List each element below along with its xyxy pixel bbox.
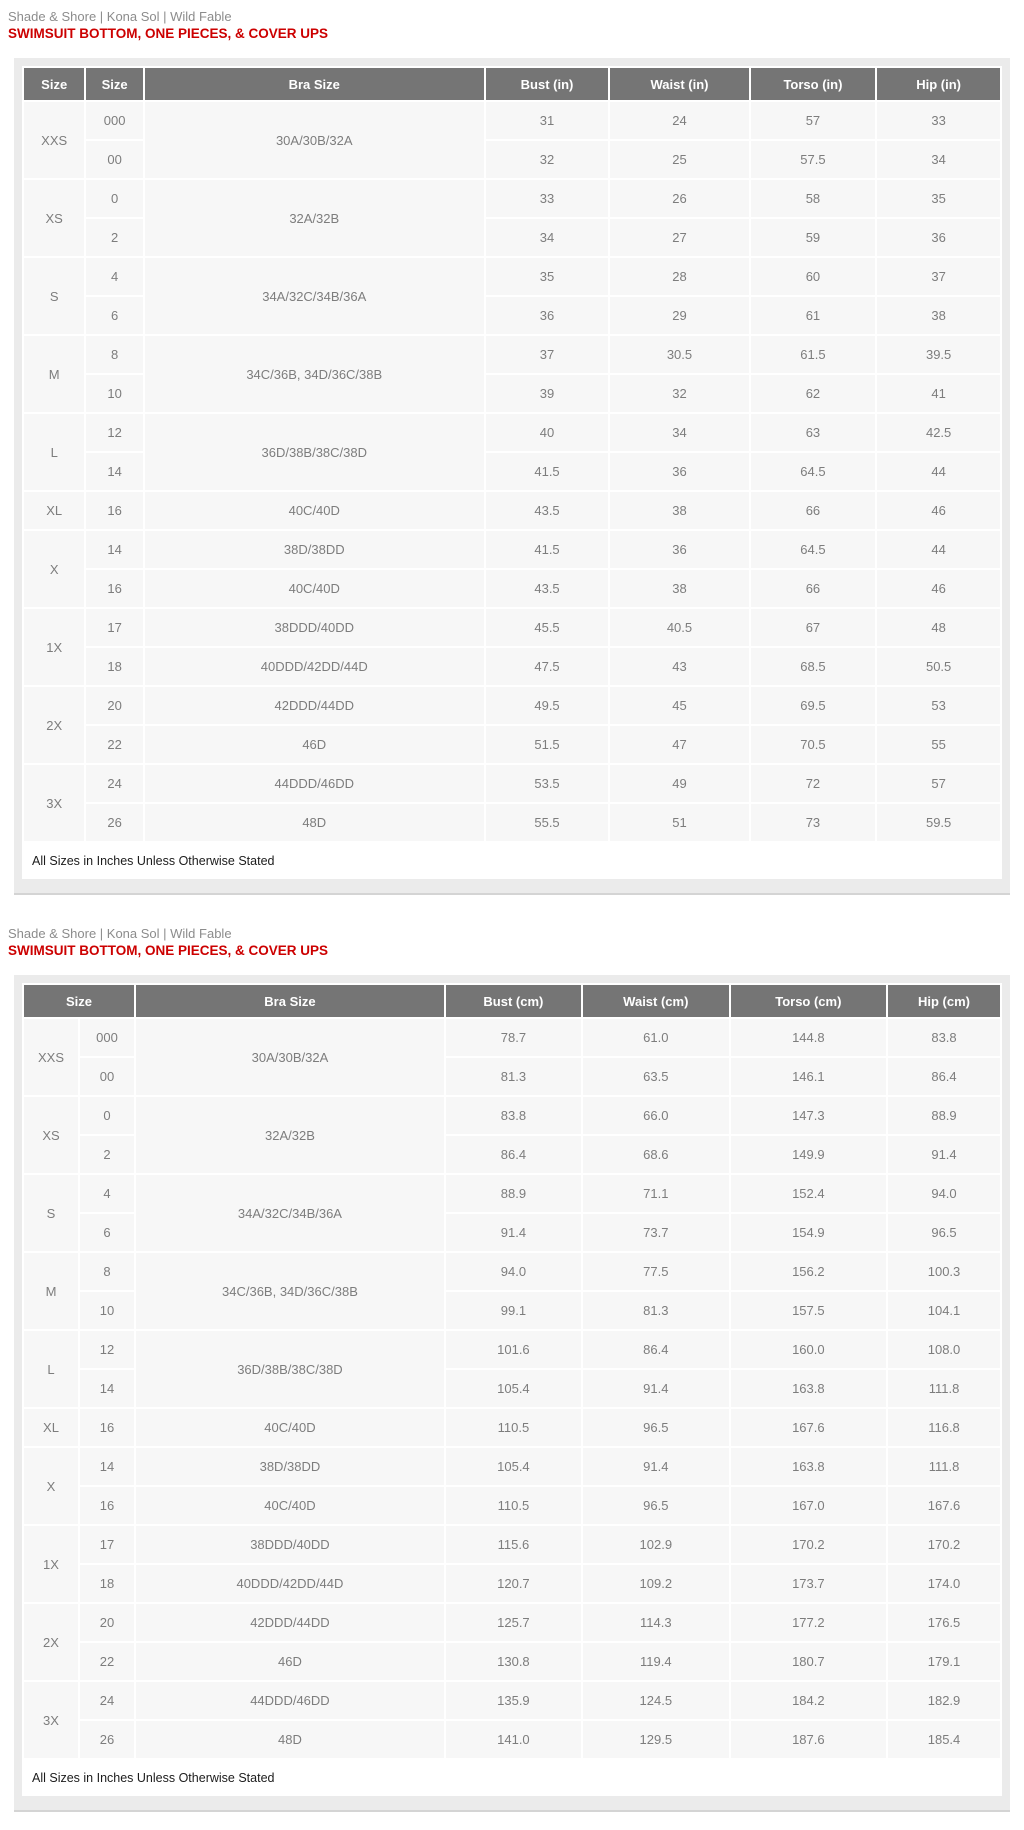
measurement-cell: 40 — [486, 414, 609, 451]
measurement-cell: 33 — [877, 102, 1000, 139]
bra-size-cell: 32A/32B — [136, 1097, 444, 1173]
measurement-cell: 149.9 — [731, 1136, 886, 1173]
numeric-size-cell: 00 — [86, 141, 142, 178]
table-row — [24, 414, 1000, 451]
measurement-cell: 81.3 — [583, 1292, 729, 1329]
size-group-cell: M — [24, 336, 84, 412]
numeric-size-cell: 6 — [86, 297, 142, 334]
measurement-cell: 83.8 — [888, 1019, 1000, 1056]
bra-size-cell: 42DDD/44DD — [136, 1604, 444, 1641]
measurement-cell: 108.0 — [888, 1331, 1000, 1368]
measurement-cell: 46 — [877, 570, 1000, 607]
column-header: Bra Size — [145, 68, 484, 100]
table-row — [24, 1448, 1000, 1485]
measurement-cell: 96.5 — [888, 1214, 1000, 1251]
bra-size-cell: 42DDD/44DD — [145, 687, 484, 724]
measurement-cell: 59.5 — [877, 804, 1000, 841]
page-title: SWIMSUIT BOTTOM, ONE PIECES, & COVER UPS — [8, 25, 329, 41]
numeric-size-cell: 12 — [86, 414, 142, 451]
section-header — [8, 10, 1024, 42]
bra-size-cell: 46D — [136, 1643, 444, 1680]
size-group-cell: S — [24, 1175, 78, 1251]
measurement-cell: 50.5 — [877, 648, 1000, 685]
measurement-cell: 25 — [610, 141, 748, 178]
numeric-size-cell: 26 — [86, 804, 142, 841]
header-row — [24, 985, 1000, 1017]
measurement-cell: 33 — [486, 180, 609, 217]
measurement-cell: 44 — [877, 531, 1000, 568]
size-group-cell: 2X — [24, 1604, 78, 1680]
column-header: Size — [24, 985, 134, 1017]
measurement-cell: 36 — [610, 531, 748, 568]
table-row — [24, 765, 1000, 802]
column-header: Bra Size — [136, 985, 444, 1017]
measurement-cell: 45.5 — [486, 609, 609, 646]
measurement-cell: 61 — [751, 297, 876, 334]
table-footnote: All Sizes in Inches Unless Otherwise Stated — [22, 1760, 1002, 1796]
measurement-cell: 91.4 — [446, 1214, 581, 1251]
measurement-cell: 100.3 — [888, 1253, 1000, 1290]
measurement-cell: 68.5 — [751, 648, 876, 685]
measurement-cell: 94.0 — [446, 1253, 581, 1290]
section-header — [8, 927, 1024, 959]
size-chart-table-inches — [22, 66, 1002, 843]
measurement-cell: 111.8 — [888, 1448, 1000, 1485]
numeric-size-cell: 17 — [80, 1526, 134, 1563]
measurement-cell: 104.1 — [888, 1292, 1000, 1329]
table-row — [24, 1565, 1000, 1602]
column-header: Torso (cm) — [731, 985, 886, 1017]
bra-size-cell: 40C/40D — [136, 1487, 444, 1524]
table-row — [24, 1253, 1000, 1290]
size-chart-panel — [14, 58, 1010, 895]
numeric-size-cell: 17 — [86, 609, 142, 646]
bra-size-cell: 34C/36B, 34D/36C/38B — [136, 1253, 444, 1329]
bra-size-cell: 36D/38B/38C/38D — [145, 414, 484, 490]
measurement-cell: 120.7 — [446, 1565, 581, 1602]
measurement-cell: 91.4 — [583, 1370, 729, 1407]
measurement-cell: 170.2 — [731, 1526, 886, 1563]
measurement-cell: 69.5 — [751, 687, 876, 724]
table-row — [24, 1019, 1000, 1056]
size-group-cell: L — [24, 1331, 78, 1407]
measurement-cell: 36 — [610, 453, 748, 490]
numeric-size-cell: 00 — [80, 1058, 134, 1095]
numeric-size-cell: 6 — [80, 1214, 134, 1251]
size-chart-panel — [14, 975, 1010, 1812]
measurement-cell: 163.8 — [731, 1370, 886, 1407]
measurement-cell: 182.9 — [888, 1682, 1000, 1719]
measurement-cell: 184.2 — [731, 1682, 886, 1719]
measurement-cell: 34 — [486, 219, 609, 256]
bra-size-cell: 44DDD/46DD — [136, 1682, 444, 1719]
size-group-cell: L — [24, 414, 84, 490]
measurement-cell: 55 — [877, 726, 1000, 763]
column-header: Waist (cm) — [583, 985, 729, 1017]
numeric-size-cell: 4 — [86, 258, 142, 295]
measurement-cell: 66 — [751, 492, 876, 529]
bra-size-cell: 32A/32B — [145, 180, 484, 256]
bra-size-cell: 40DDD/42DD/44D — [136, 1565, 444, 1602]
bra-size-cell: 40C/40D — [136, 1409, 444, 1446]
column-header: Size — [24, 68, 84, 100]
measurement-cell: 160.0 — [731, 1331, 886, 1368]
measurement-cell: 70.5 — [751, 726, 876, 763]
measurement-cell: 58 — [751, 180, 876, 217]
brand-line: Shade & Shore | Kona Sol | Wild Fable — [8, 926, 232, 942]
numeric-size-cell: 8 — [80, 1253, 134, 1290]
numeric-size-cell: 14 — [80, 1370, 134, 1407]
column-header: Waist (in) — [610, 68, 748, 100]
measurement-cell: 32 — [486, 141, 609, 178]
measurement-cell: 116.8 — [888, 1409, 1000, 1446]
size-group-cell: S — [24, 258, 84, 334]
measurement-cell: 73 — [751, 804, 876, 841]
measurement-cell: 180.7 — [731, 1643, 886, 1680]
measurement-cell: 47 — [610, 726, 748, 763]
measurement-cell: 144.8 — [731, 1019, 886, 1056]
bra-size-cell: 38D/38DD — [136, 1448, 444, 1485]
measurement-cell: 32 — [610, 375, 748, 412]
measurement-cell: 43.5 — [486, 570, 609, 607]
measurement-cell: 86.4 — [888, 1058, 1000, 1095]
column-header: Hip (cm) — [888, 985, 1000, 1017]
measurement-cell: 102.9 — [583, 1526, 729, 1563]
page-title: SWIMSUIT BOTTOM, ONE PIECES, & COVER UPS — [8, 943, 329, 959]
measurement-cell: 173.7 — [731, 1565, 886, 1602]
measurement-cell: 35 — [877, 180, 1000, 217]
size-group-cell: 2X — [24, 687, 84, 763]
measurement-cell: 167.6 — [731, 1409, 886, 1446]
numeric-size-cell: 18 — [86, 648, 142, 685]
measurement-cell: 152.4 — [731, 1175, 886, 1212]
measurement-cell: 101.6 — [446, 1331, 581, 1368]
measurement-cell: 185.4 — [888, 1721, 1000, 1758]
measurement-cell: 24 — [610, 102, 748, 139]
measurement-cell: 141.0 — [446, 1721, 581, 1758]
measurement-cell: 61.5 — [751, 336, 876, 373]
page — [0, 10, 1024, 1812]
measurement-cell: 177.2 — [731, 1604, 886, 1641]
measurement-cell: 34 — [610, 414, 748, 451]
size-group-cell: X — [24, 531, 84, 607]
measurement-cell: 57 — [751, 102, 876, 139]
measurement-cell: 38 — [610, 570, 748, 607]
table-row — [24, 609, 1000, 646]
numeric-size-cell: 16 — [86, 570, 142, 607]
size-group-cell: X — [24, 1448, 78, 1524]
measurement-cell: 53 — [877, 687, 1000, 724]
measurement-cell: 57.5 — [751, 141, 876, 178]
measurement-cell: 67 — [751, 609, 876, 646]
bra-size-cell: 30A/30B/32A — [136, 1019, 444, 1095]
measurement-cell: 63.5 — [583, 1058, 729, 1095]
measurement-cell: 111.8 — [888, 1370, 1000, 1407]
bra-size-cell: 48D — [145, 804, 484, 841]
measurement-cell: 55.5 — [486, 804, 609, 841]
measurement-cell: 83.8 — [446, 1097, 581, 1134]
measurement-cell: 66.0 — [583, 1097, 729, 1134]
numeric-size-cell: 14 — [80, 1448, 134, 1485]
numeric-size-cell: 18 — [80, 1565, 134, 1602]
size-group-cell: 1X — [24, 1526, 78, 1602]
measurement-cell: 78.7 — [446, 1019, 581, 1056]
measurement-cell: 46 — [877, 492, 1000, 529]
table-row — [24, 1175, 1000, 1212]
measurement-cell: 179.1 — [888, 1643, 1000, 1680]
measurement-cell: 129.5 — [583, 1721, 729, 1758]
bra-size-cell: 38D/38DD — [145, 531, 484, 568]
table-row — [24, 1682, 1000, 1719]
measurement-cell: 61.0 — [583, 1019, 729, 1056]
measurement-cell: 36 — [877, 219, 1000, 256]
measurement-cell: 64.5 — [751, 453, 876, 490]
measurement-cell: 39.5 — [877, 336, 1000, 373]
bra-size-cell: 40C/40D — [145, 492, 484, 529]
measurement-cell: 81.3 — [446, 1058, 581, 1095]
measurement-cell: 187.6 — [731, 1721, 886, 1758]
measurement-cell: 105.4 — [446, 1448, 581, 1485]
header-row — [24, 68, 1000, 100]
table-row — [24, 1487, 1000, 1524]
size-group-cell: XXS — [24, 102, 84, 178]
table-row — [24, 531, 1000, 568]
bra-size-cell: 34A/32C/34B/36A — [145, 258, 484, 334]
measurement-cell: 49.5 — [486, 687, 609, 724]
numeric-size-cell: 12 — [80, 1331, 134, 1368]
table-row — [24, 1409, 1000, 1446]
numeric-size-cell: 8 — [86, 336, 142, 373]
measurement-cell: 27 — [610, 219, 748, 256]
bra-size-cell: 46D — [145, 726, 484, 763]
measurement-cell: 64.5 — [751, 531, 876, 568]
measurement-cell: 71.1 — [583, 1175, 729, 1212]
numeric-size-cell: 16 — [86, 492, 142, 529]
measurement-cell: 176.5 — [888, 1604, 1000, 1641]
measurement-cell: 99.1 — [446, 1292, 581, 1329]
measurement-cell: 39 — [486, 375, 609, 412]
measurement-cell: 167.0 — [731, 1487, 886, 1524]
table-row — [24, 1604, 1000, 1641]
table-row — [24, 258, 1000, 295]
measurement-cell: 49 — [610, 765, 748, 802]
size-chart-table-cm — [22, 983, 1002, 1760]
measurement-cell: 34 — [877, 141, 1000, 178]
size-chart-section-cm — [0, 927, 1024, 1812]
measurement-cell: 29 — [610, 297, 748, 334]
numeric-size-cell: 14 — [86, 453, 142, 490]
measurement-cell: 110.5 — [446, 1487, 581, 1524]
measurement-cell: 42.5 — [877, 414, 1000, 451]
measurement-cell: 43 — [610, 648, 748, 685]
numeric-size-cell: 2 — [86, 219, 142, 256]
size-group-cell: XXS — [24, 1019, 78, 1095]
measurement-cell: 36 — [486, 297, 609, 334]
measurement-cell: 72 — [751, 765, 876, 802]
numeric-size-cell: 4 — [80, 1175, 134, 1212]
bra-size-cell: 44DDD/46DD — [145, 765, 484, 802]
table-row — [24, 687, 1000, 724]
bra-size-cell: 38DDD/40DD — [136, 1526, 444, 1563]
measurement-cell: 170.2 — [888, 1526, 1000, 1563]
size-group-cell: 3X — [24, 1682, 78, 1758]
measurement-cell: 130.8 — [446, 1643, 581, 1680]
measurement-cell: 62 — [751, 375, 876, 412]
measurement-cell: 66 — [751, 570, 876, 607]
numeric-size-cell: 000 — [86, 102, 142, 139]
measurement-cell: 28 — [610, 258, 748, 295]
measurement-cell: 86.4 — [583, 1331, 729, 1368]
measurement-cell: 167.6 — [888, 1487, 1000, 1524]
table-row — [24, 1643, 1000, 1680]
column-header: Bust (cm) — [446, 985, 581, 1017]
numeric-size-cell: 0 — [86, 180, 142, 217]
bra-size-cell: 36D/38B/38C/38D — [136, 1331, 444, 1407]
measurement-cell: 43.5 — [486, 492, 609, 529]
measurement-cell: 96.5 — [583, 1409, 729, 1446]
measurement-cell: 35 — [486, 258, 609, 295]
measurement-cell: 77.5 — [583, 1253, 729, 1290]
numeric-size-cell: 22 — [86, 726, 142, 763]
measurement-cell: 30.5 — [610, 336, 748, 373]
measurement-cell: 38 — [610, 492, 748, 529]
brand-line: Shade & Shore | Kona Sol | Wild Fable — [8, 9, 232, 24]
measurement-cell: 154.9 — [731, 1214, 886, 1251]
measurement-cell: 41 — [877, 375, 1000, 412]
measurement-cell: 57 — [877, 765, 1000, 802]
table-row — [24, 1331, 1000, 1368]
bra-size-cell: 34A/32C/34B/36A — [136, 1175, 444, 1251]
measurement-cell: 37 — [877, 258, 1000, 295]
table-row — [24, 648, 1000, 685]
measurement-cell: 63 — [751, 414, 876, 451]
bra-size-cell: 30A/30B/32A — [145, 102, 484, 178]
measurement-cell: 96.5 — [583, 1487, 729, 1524]
numeric-size-cell: 20 — [80, 1604, 134, 1641]
measurement-cell: 88.9 — [446, 1175, 581, 1212]
measurement-cell: 135.9 — [446, 1682, 581, 1719]
measurement-cell: 41.5 — [486, 531, 609, 568]
measurement-cell: 68.6 — [583, 1136, 729, 1173]
measurement-cell: 37 — [486, 336, 609, 373]
numeric-size-cell: 2 — [80, 1136, 134, 1173]
size-group-cell: M — [24, 1253, 78, 1329]
table-row — [24, 102, 1000, 139]
measurement-cell: 51.5 — [486, 726, 609, 763]
numeric-size-cell: 26 — [80, 1721, 134, 1758]
measurement-cell: 110.5 — [446, 1409, 581, 1446]
size-group-cell: 1X — [24, 609, 84, 685]
measurement-cell: 88.9 — [888, 1097, 1000, 1134]
measurement-cell: 41.5 — [486, 453, 609, 490]
numeric-size-cell: 14 — [86, 531, 142, 568]
measurement-cell: 26 — [610, 180, 748, 217]
measurement-cell: 146.1 — [731, 1058, 886, 1095]
table-row — [24, 804, 1000, 841]
numeric-size-cell: 000 — [80, 1019, 134, 1056]
measurement-cell: 174.0 — [888, 1565, 1000, 1602]
numeric-size-cell: 0 — [80, 1097, 134, 1134]
measurement-cell: 94.0 — [888, 1175, 1000, 1212]
measurement-cell: 91.4 — [583, 1448, 729, 1485]
measurement-cell: 53.5 — [486, 765, 609, 802]
column-header: Size — [86, 68, 142, 100]
table-row — [24, 336, 1000, 373]
measurement-cell: 73.7 — [583, 1214, 729, 1251]
table-row — [24, 726, 1000, 763]
numeric-size-cell: 24 — [80, 1682, 134, 1719]
size-group-cell: XS — [24, 1097, 78, 1173]
measurement-cell: 31 — [486, 102, 609, 139]
table-row — [24, 1526, 1000, 1563]
size-group-cell: XL — [24, 492, 84, 529]
measurement-cell: 105.4 — [446, 1370, 581, 1407]
numeric-size-cell: 24 — [86, 765, 142, 802]
bra-size-cell: 40DDD/42DD/44D — [145, 648, 484, 685]
size-group-cell: XL — [24, 1409, 78, 1446]
bra-size-cell: 38DDD/40DD — [145, 609, 484, 646]
column-header: Hip (in) — [877, 68, 1000, 100]
measurement-cell: 48 — [877, 609, 1000, 646]
bra-size-cell: 34C/36B, 34D/36C/38B — [145, 336, 484, 412]
measurement-cell: 51 — [610, 804, 748, 841]
table-row — [24, 1721, 1000, 1758]
measurement-cell: 124.5 — [583, 1682, 729, 1719]
measurement-cell: 157.5 — [731, 1292, 886, 1329]
measurement-cell: 91.4 — [888, 1136, 1000, 1173]
column-header: Bust (in) — [486, 68, 609, 100]
measurement-cell: 86.4 — [446, 1136, 581, 1173]
measurement-cell: 40.5 — [610, 609, 748, 646]
size-chart-section-inches — [0, 10, 1024, 895]
measurement-cell: 119.4 — [583, 1643, 729, 1680]
measurement-cell: 156.2 — [731, 1253, 886, 1290]
table-row — [24, 180, 1000, 217]
numeric-size-cell: 16 — [80, 1487, 134, 1524]
measurement-cell: 114.3 — [583, 1604, 729, 1641]
table-row — [24, 570, 1000, 607]
table-row — [24, 1097, 1000, 1134]
measurement-cell: 38 — [877, 297, 1000, 334]
numeric-size-cell: 22 — [80, 1643, 134, 1680]
numeric-size-cell: 20 — [86, 687, 142, 724]
measurement-cell: 163.8 — [731, 1448, 886, 1485]
table-footnote: All Sizes in Inches Unless Otherwise Stated — [22, 843, 1002, 879]
numeric-size-cell: 16 — [80, 1409, 134, 1446]
measurement-cell: 109.2 — [583, 1565, 729, 1602]
measurement-cell: 47.5 — [486, 648, 609, 685]
size-group-cell: 3X — [24, 765, 84, 841]
numeric-size-cell: 10 — [80, 1292, 134, 1329]
measurement-cell: 147.3 — [731, 1097, 886, 1134]
numeric-size-cell: 10 — [86, 375, 142, 412]
measurement-cell: 44 — [877, 453, 1000, 490]
bra-size-cell: 40C/40D — [145, 570, 484, 607]
size-group-cell: XS — [24, 180, 84, 256]
measurement-cell: 59 — [751, 219, 876, 256]
measurement-cell: 125.7 — [446, 1604, 581, 1641]
measurement-cell: 60 — [751, 258, 876, 295]
column-header: Torso (in) — [751, 68, 876, 100]
table-row — [24, 492, 1000, 529]
bra-size-cell: 48D — [136, 1721, 444, 1758]
measurement-cell: 45 — [610, 687, 748, 724]
measurement-cell: 115.6 — [446, 1526, 581, 1563]
